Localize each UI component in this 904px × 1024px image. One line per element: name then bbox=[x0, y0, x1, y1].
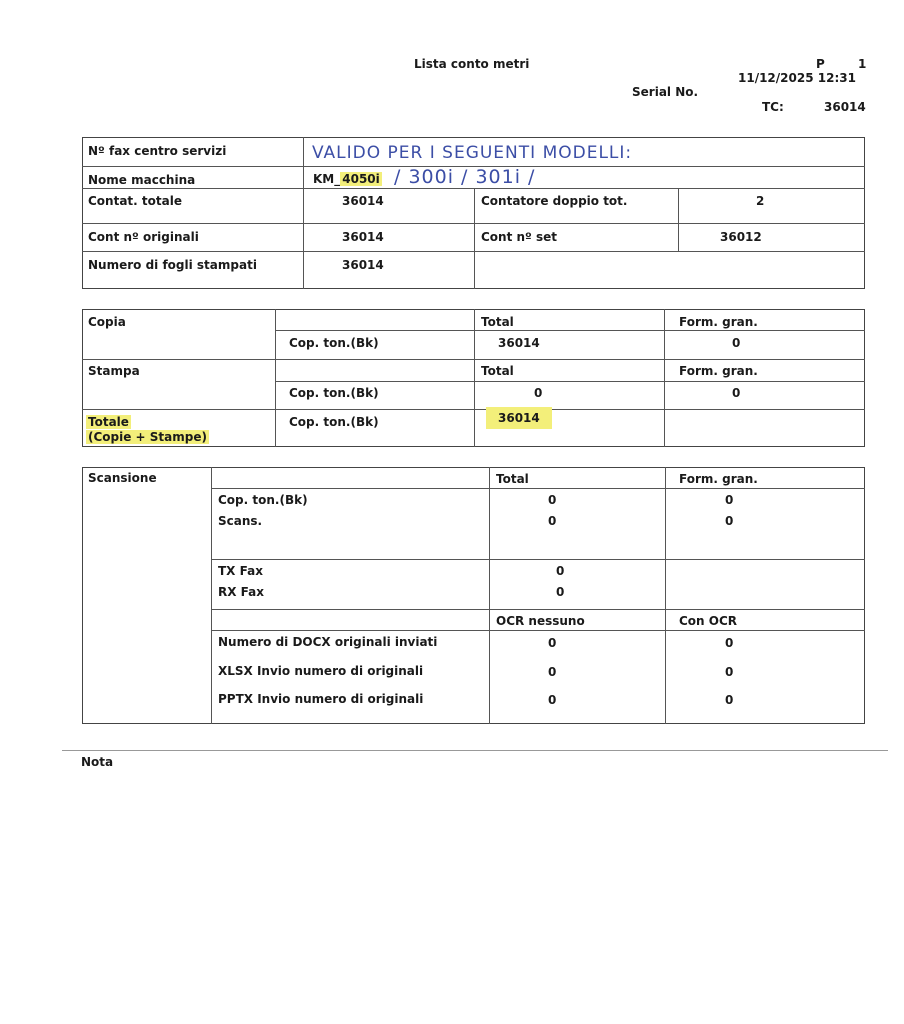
docx-label: Numero di DOCX originali inviati bbox=[218, 635, 438, 649]
total-counter-label: Contat. totale bbox=[88, 194, 182, 208]
ocr-with-header: Con OCR bbox=[679, 614, 738, 628]
stampa-label: Stampa bbox=[88, 364, 140, 378]
totale-total-highlight: 36014 bbox=[486, 407, 552, 429]
tc-value: 36014 bbox=[824, 100, 866, 114]
sheets-printed-value: 36014 bbox=[342, 258, 384, 272]
double-counter-value: 2 bbox=[756, 194, 765, 208]
originals-label: Cont nº originali bbox=[88, 230, 199, 244]
xlsx-label: XLSX Invio numero di originali bbox=[218, 664, 424, 678]
scans-total: 0 bbox=[548, 514, 557, 528]
sheets-printed-label: Numero di fogli stampati bbox=[88, 258, 257, 272]
scan-cop-label: Cop. ton.(Bk) bbox=[218, 493, 308, 507]
double-counter-label: Contatore doppio tot. bbox=[481, 194, 628, 208]
stampa-large-value: 0 bbox=[732, 386, 741, 400]
fax-service-label: Nº fax centro servizi bbox=[88, 144, 227, 158]
copia-label: Copia bbox=[88, 315, 126, 329]
pptx-label: PPTX Invio numero di originali bbox=[218, 692, 424, 706]
set-counter-value: 36012 bbox=[720, 230, 762, 244]
machine-prefix: KM_ bbox=[313, 172, 341, 186]
set-counter-label: Cont nº set bbox=[481, 230, 558, 244]
page-title: Lista conto metri bbox=[414, 57, 530, 71]
total-counter-value: 36014 bbox=[342, 194, 384, 208]
machine-name-value bbox=[313, 172, 382, 186]
pptx-none: 0 bbox=[548, 693, 557, 707]
docx-none: 0 bbox=[548, 636, 557, 650]
xlsx-none: 0 bbox=[548, 665, 557, 679]
tx-fax-value: 0 bbox=[556, 564, 565, 578]
xlsx-ocr: 0 bbox=[725, 665, 734, 679]
copia-total-value: 36014 bbox=[498, 336, 540, 350]
scan-cop-total: 0 bbox=[548, 493, 557, 507]
scan-large-header: Form. gran. bbox=[679, 472, 758, 486]
machine-model-highlight: 4050i bbox=[342, 172, 380, 186]
serial-label: Serial No. bbox=[632, 85, 699, 99]
totale-label bbox=[86, 415, 209, 445]
tx-fax-label: TX Fax bbox=[218, 564, 263, 578]
copia-row-label: Cop. ton.(Bk) bbox=[289, 336, 379, 350]
stampa-total-value: 0 bbox=[534, 386, 543, 400]
report-datetime: 11/12/2025 12:31 bbox=[738, 71, 856, 85]
totale-total-value bbox=[486, 411, 552, 425]
originals-value: 36014 bbox=[342, 230, 384, 244]
scans-large: 0 bbox=[725, 514, 734, 528]
pptx-ocr: 0 bbox=[725, 693, 734, 707]
machine-name-label: Nome macchina bbox=[88, 173, 196, 187]
docx-ocr: 0 bbox=[725, 636, 734, 650]
nota-label: Nota bbox=[81, 755, 114, 769]
page-label: P bbox=[816, 57, 825, 71]
copia-total-header: Total bbox=[481, 315, 514, 329]
scans-label: Scans. bbox=[218, 514, 263, 528]
copia-large-header: Form. gran. bbox=[679, 315, 758, 329]
stampa-row-label: Cop. ton.(Bk) bbox=[289, 386, 379, 400]
page-number: 1 bbox=[858, 57, 867, 71]
totale-label-line-2: (Copie + Stampe) bbox=[88, 430, 207, 444]
ocr-none-header: OCR nessuno bbox=[496, 614, 585, 628]
scan-table bbox=[82, 467, 865, 724]
nota-divider bbox=[62, 750, 888, 751]
tc-label: TC: bbox=[762, 100, 784, 114]
rx-fax-value: 0 bbox=[556, 585, 565, 599]
totale-row-label: Cop. ton.(Bk) bbox=[289, 415, 379, 429]
handwritten-note: VALIDO PER I SEGUENTI MODELLI: bbox=[312, 143, 633, 163]
copia-large-value: 0 bbox=[732, 336, 741, 350]
stampa-total-header: Total bbox=[481, 364, 514, 378]
scan-total-header: Total bbox=[496, 472, 529, 486]
totale-label-line-1: Totale bbox=[88, 415, 129, 429]
handwritten-models: / 300i / 301i / bbox=[394, 166, 536, 188]
scan-label: Scansione bbox=[88, 471, 157, 485]
scan-cop-large: 0 bbox=[725, 493, 734, 507]
rx-fax-label: RX Fax bbox=[218, 585, 265, 599]
stampa-large-header: Form. gran. bbox=[679, 364, 758, 378]
